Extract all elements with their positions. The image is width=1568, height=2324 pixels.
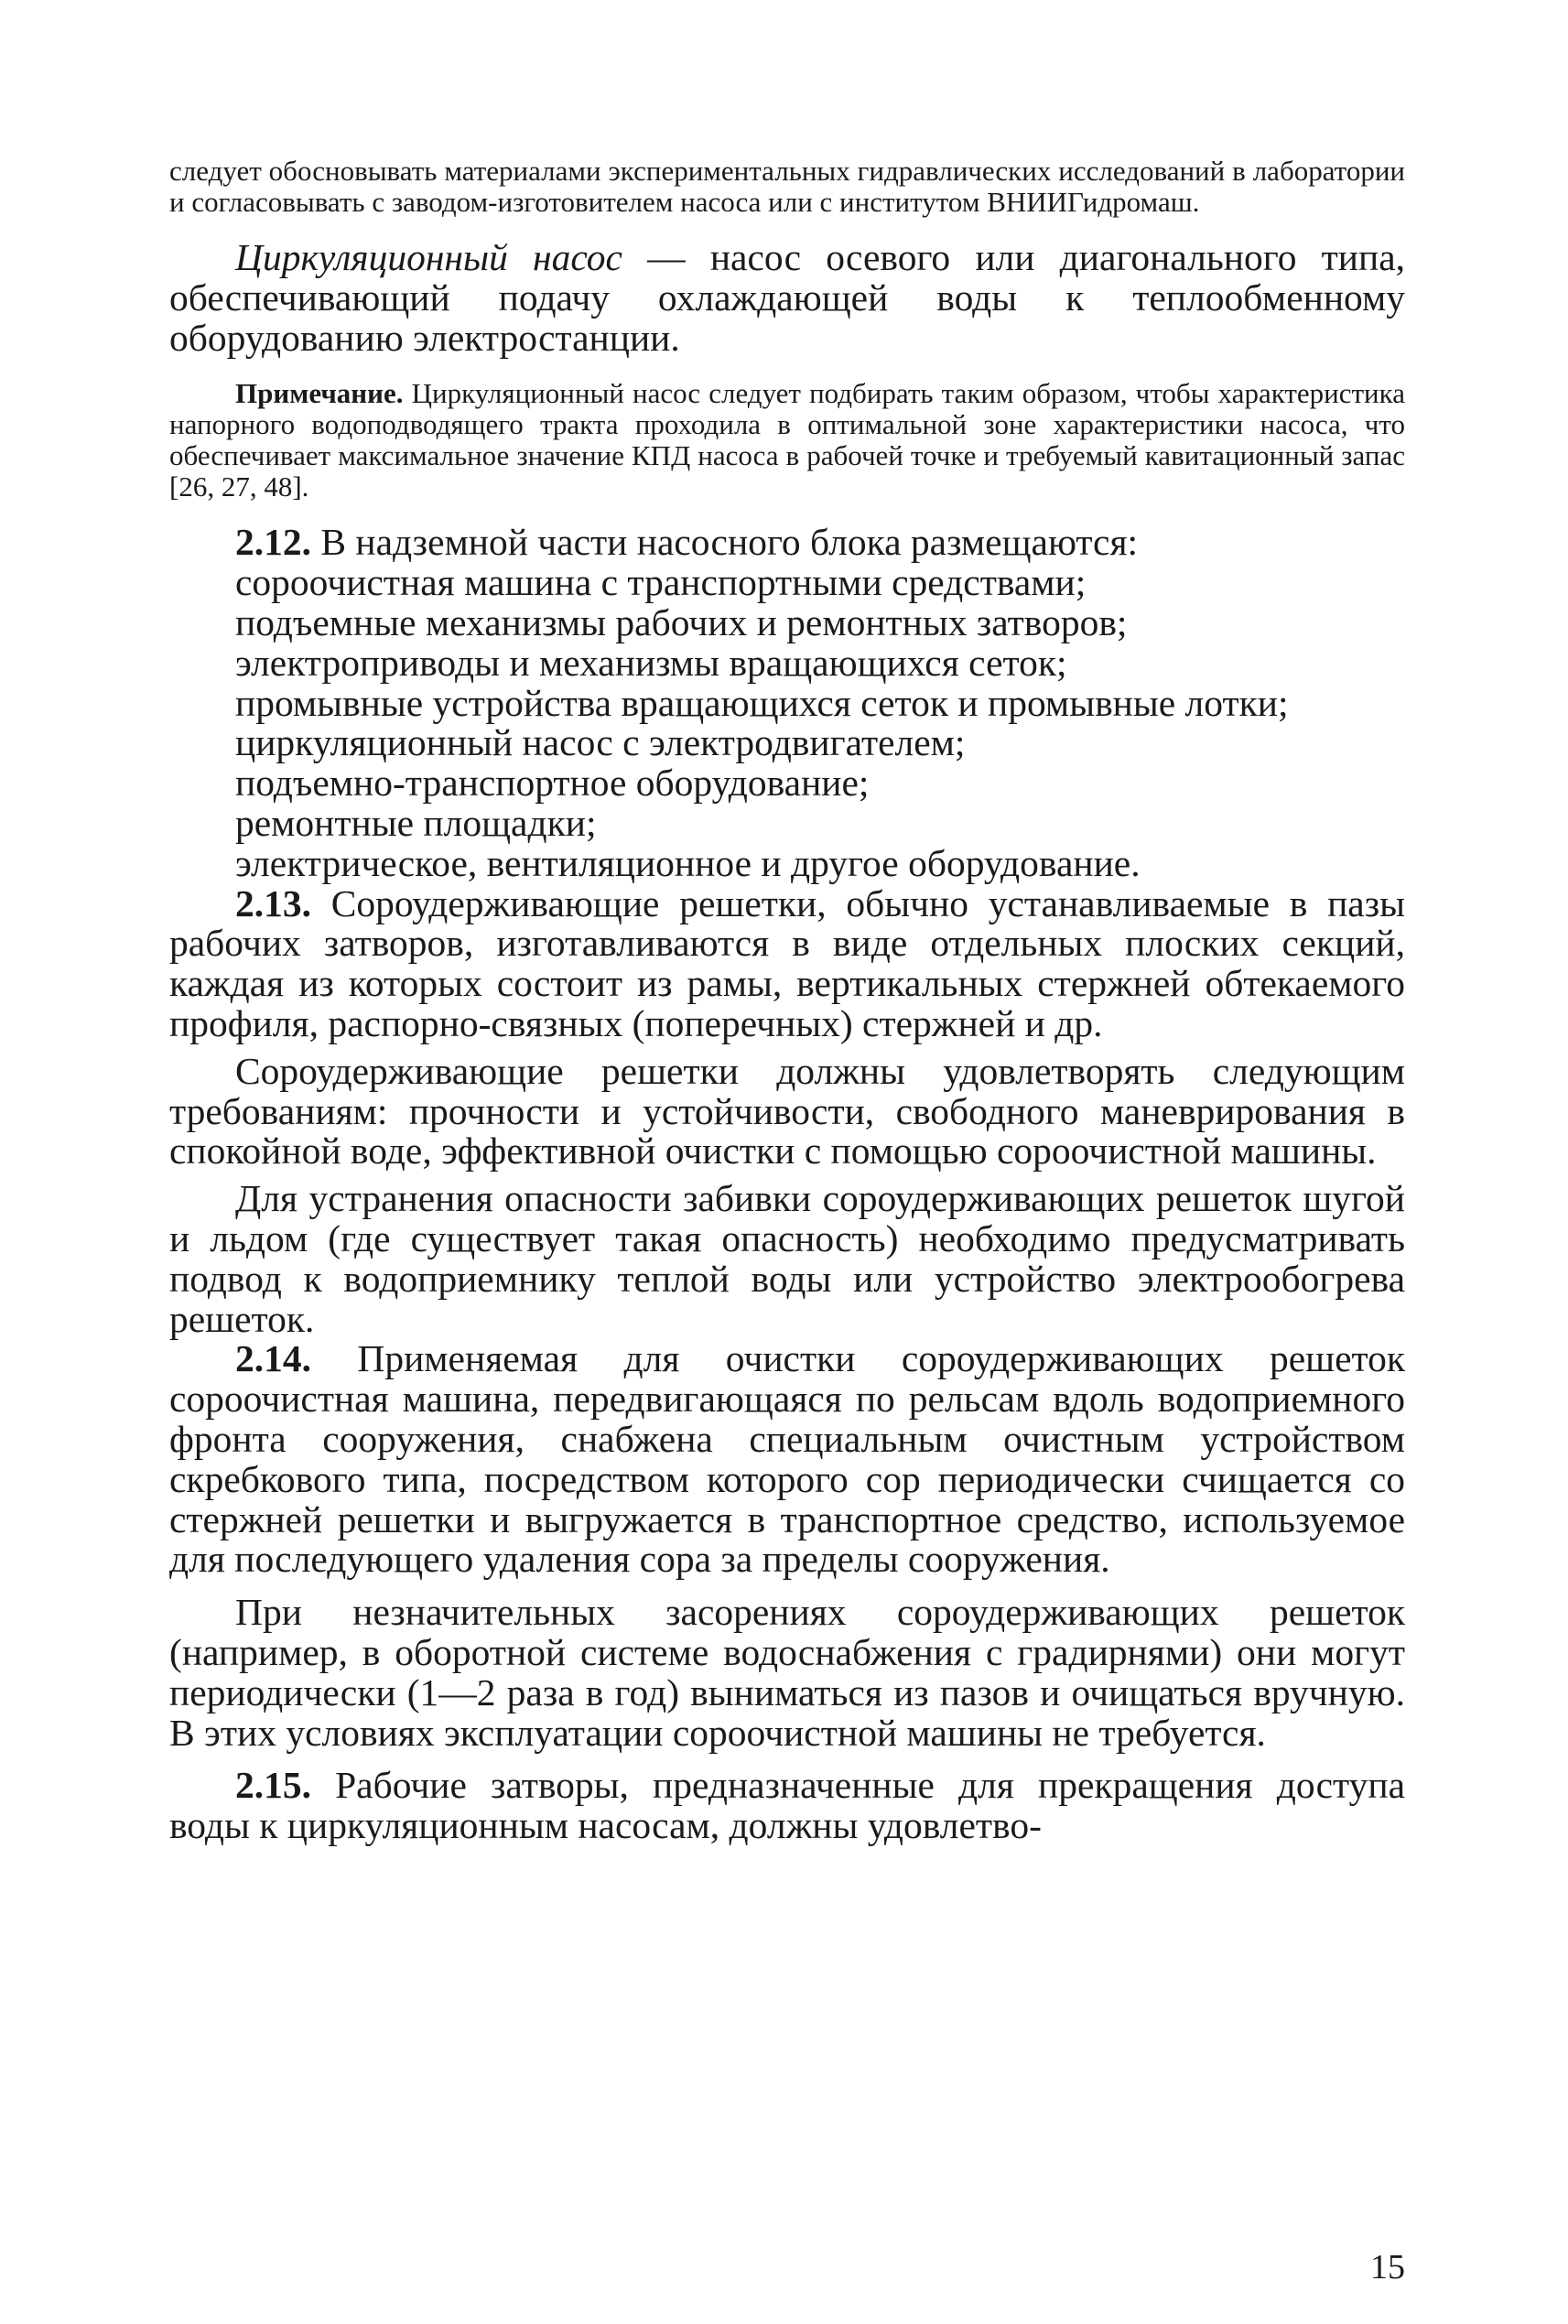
section-2-13-text: Сороудерживающие решетки, обычно устанавливаемые в пазы рабочих затворов, изготавливаются в виде отдельных плоских секций, каждая из которых состоит из рамы, вертикальных стержней обтекаемого профиля, распорно-связных (поперечных) стержней и др. bbox=[169, 881, 1405, 1044]
list-item: подъемные механизмы рабочих и ремонтных затворов; bbox=[235, 600, 1128, 643]
list-item: ремонтные площадки; bbox=[235, 801, 597, 844]
note-text: Циркуляционный насос следует подбирать таким образом, чтобы характеристика напорного водоподводящего тракта проходила в оптимальной зоне характеристики насоса, что обеспечивает максимальное значение КПД насоса в рабочей точке и требуемый кавитационный запас [26, 27, 48]. bbox=[169, 377, 1405, 503]
section-2-13-para3: Для устранения опасности забивки сороудерживающих решеток шугой и льдом (где существует такая опасность) необходимо предусматривать подвод к водоприемнику теплой воды или устройство электрообогрева решеток. bbox=[169, 1177, 1405, 1340]
definition-paragraph bbox=[169, 238, 1405, 358]
section-2-12-number: 2.12. bbox=[235, 521, 311, 564]
section-2-15-text: Рабочие затворы, предназначенные для прекращения доступа воды к циркуляционным насосам, должны удовлетво- bbox=[169, 1764, 1405, 1847]
intro-paragraph: следует обосновывать материалами экспериментальных гидравлических исследований в лаборатории и согласовывать с заводом-изготовителем насоса или с институтом ВНИИГидромаш. bbox=[169, 155, 1405, 218]
list-item: циркуляционный насос с электродвигателем; bbox=[235, 721, 966, 764]
section-2-13-number: 2.13. bbox=[235, 881, 311, 924]
section-2-14-text: Применяемая для очистки сороудерживающих решеток сороочистная машина, передвигающаяся по рельсам вдоль водоприемного фронта сооружения, снабжена специальным очистным устройством скребкового типа, посредством которого сор периодически счищается со стержней решетки и выгружается в транспортное средство, используемое для последующего удаления сора за пределы сооружения. bbox=[169, 1337, 1405, 1581]
section-2-14-number: 2.14. bbox=[235, 1337, 311, 1380]
definition-text: насос осевого или диагонального типа, обеспечивающий подачу охлаждающей воды к теплообменному оборудованию электростанции. bbox=[169, 236, 1406, 359]
section-2-12-lead-text: В надземной части насосного блока размещаются: bbox=[311, 521, 1139, 564]
note-paragraph bbox=[169, 378, 1405, 503]
section-2-15-paragraph bbox=[169, 1766, 1405, 1846]
section-2-15-number: 2.15. bbox=[235, 1764, 311, 1807]
document-page bbox=[169, 156, 1405, 2288]
page-number: 15 bbox=[1370, 2248, 1405, 2286]
note-label: Примечание. bbox=[235, 377, 404, 410]
section-2-14-para2: При незначительных засорениях сороудерживающих решеток (например, в оборотной системе водоснабжения с градирнями) они могут периодически (1—2 раза в год) выниматься из пазов и очищаться вручную. В этих условиях эксплуатации сороочистной машины не требуется. bbox=[169, 1591, 1405, 1754]
list-item: подъемно-транспортное оборудование; bbox=[235, 762, 870, 805]
definition-term: Циркуляционный насос bbox=[235, 236, 622, 278]
section-2-13-paragraph bbox=[169, 881, 1405, 1044]
list-item: электрическое, вентиляционное и другое оборудование. bbox=[235, 841, 1141, 884]
section-2-12-lead bbox=[169, 523, 1405, 563]
section-2-14-paragraph bbox=[169, 1339, 1405, 1580]
definition-dash: — bbox=[622, 236, 710, 278]
list-item: сороочистная машина с транспортными средствами; bbox=[235, 561, 1087, 604]
list-item: электроприводы и механизмы вращающихся сеток; bbox=[235, 641, 1067, 684]
list-item: промывные устройства вращающихся сеток и промывные лотки; bbox=[235, 681, 1289, 724]
section-2-13-para2: Сороудерживающие решетки должны удовлетворять следующим требованиям: прочности и устойчивости, свободного маневрирования в спокойной воде, эффективной очистки с помощью сороочистной машины. bbox=[169, 1049, 1405, 1173]
